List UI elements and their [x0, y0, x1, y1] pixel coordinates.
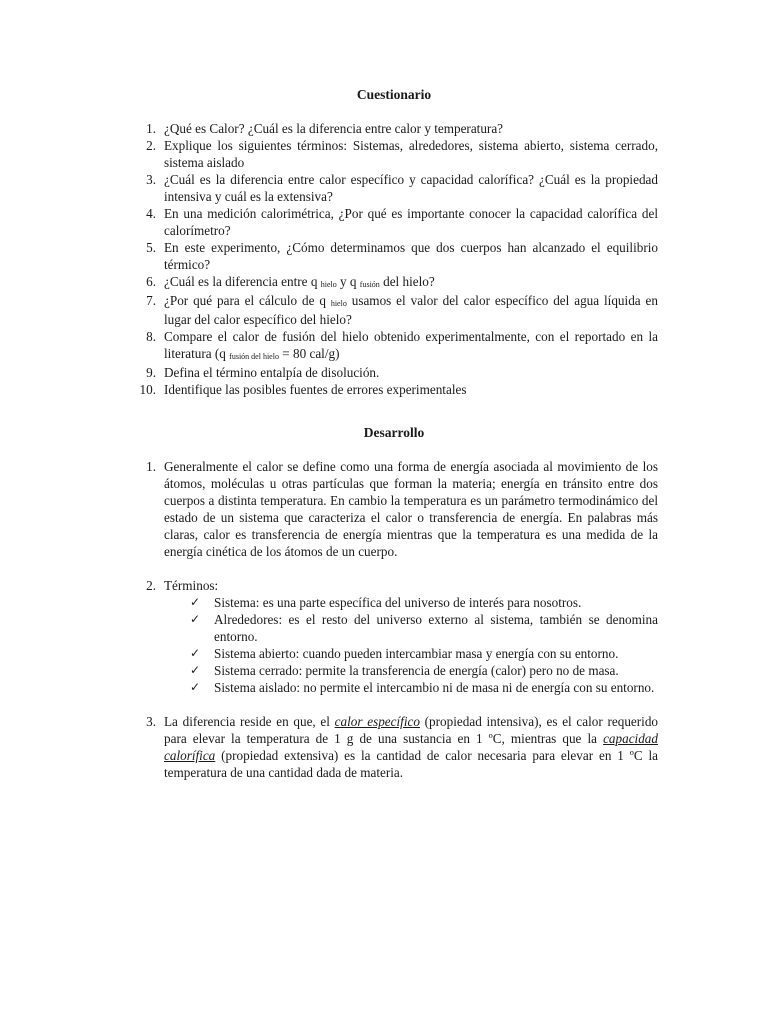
term-item: ✓ Sistema abierto: cuando pueden intercambiar masa y energía con su entorno. — [190, 646, 619, 661]
terms-label: Términos: — [164, 578, 219, 593]
term-item: ✓ Sistema aislado: no permite el intercambio ni de masa ni de energía con su entorno. — [190, 680, 655, 695]
checkmark-icon: ✓ — [190, 663, 201, 677]
answer-item-3: 3. La diferencia reside en que, el calor específico (propiedad intensiva), es el calor requerido para elevar la temperatura de 1 g de una sustancia en 1 ºC, mientras que la capacidad calorífica (propiedad extensiva) es la cantidad de calor necesaria para elevar en 1 ºC la temperatura de una cantidad dada de materia. — [146, 714, 659, 780]
term-capacidad-calorifica: capacidad calorífica — [164, 731, 658, 763]
term-calor-especifico: calor específico — [334, 714, 420, 729]
question-list — [130, 120, 658, 398]
term-item: ✓ Sistema: es una parte específica del universo de interés para nosotros. — [190, 595, 582, 610]
checkmark-icon: ✓ — [190, 680, 201, 694]
answer-item-1: 1. Generalmente el calor se define como una forma de energía asociada al movimiento de los átomos, moléculas u otras partículas que forman la materia; energía en tránsito entre dos cuerpos a distinta temperatura. En cambio la temperatura es un parámetro termodinámico del estado de un sistema que caracteriza el calor o transferencia de energía. En palabras más claras, calor es transferencia de energía mientras que la temperatura es una medida de la energía cinética de los átomos de un cuerpo. — [146, 459, 658, 559]
question-item: 9. Defina el término entalpía de disolución. — [146, 365, 380, 380]
answer-item-2: 2. Términos: ✓ Sistema: es una parte específica del universo de interés para nosotros. ✓ Alrededores: es el resto del universo externo al sistema, también se denomina entorno. ✓ Sistema abierto: cuando pueden intercambiar masa y energía con su entorno. ✓ Sistema cerrado: permite la transferencia de energía (calor) pero no de masa. ✓ Sistema aislado: no permite el intercambio ni de masa ni de energía con su entorno. — [146, 578, 658, 695]
term-item: ✓ Alrededores: es el resto del universo externo al sistema, también se denomina entorno. — [190, 612, 658, 644]
section-title-desarrollo: Desarrollo — [363, 425, 425, 440]
question-item: 7. ¿Por qué para el cálculo de q $_{hielo}$ usamos el valor del calor específico del agua líquida en lugar del calor específico del hielo? — [146, 293, 658, 327]
checkmark-icon: ✓ — [190, 646, 201, 660]
section-title-cuestionario: Cuestionario — [356, 87, 432, 102]
term-item: ✓ Sistema cerrado: permite la transferencia de energía (calor) pero no de masa. — [190, 663, 619, 678]
question-item: 5. En este experimento, ¿Cómo determinamos que dos cuerpos han alcanzado el equilibrio térmico? — [146, 240, 658, 272]
terms-list — [164, 594, 658, 696]
checkmark-icon: ✓ — [190, 595, 201, 609]
question-item: 3. ¿Cuál es la diferencia entre calor específico y capacidad calorífica? ¿Cuál es la propiedad intensiva y cuál es la extensiva? — [146, 172, 658, 204]
question-item: 1. ¿Qué es Calor? ¿Cuál es la diferencia entre calor y temperatura? — [146, 121, 504, 136]
question-item: 4. En una medición calorimétrica, ¿Por qué es importante conocer la capacidad calorífica del calorímetro? — [146, 206, 658, 238]
question-item: 6. ¿Cuál es la diferencia entre q $_{hielo}$ y q $_{fusión}$ del hielo? — [146, 274, 435, 289]
checkmark-icon: ✓ — [190, 612, 201, 626]
answer-list — [130, 458, 658, 781]
question-item: 8. Compare el calor de fusión del hielo obtenido experimentalmente, con el reportado en la literatura (q $_{fusión del hielo}$ = 80 cal/g) — [146, 329, 658, 361]
question-item: 10. Identifique las posibles fuentes de errores experimentales — [139, 382, 467, 397]
question-item: 2. Explique los siguientes términos: Sistemas, alrededores, sistema abierto, sistema cerrado, sistema aislado — [146, 138, 658, 170]
